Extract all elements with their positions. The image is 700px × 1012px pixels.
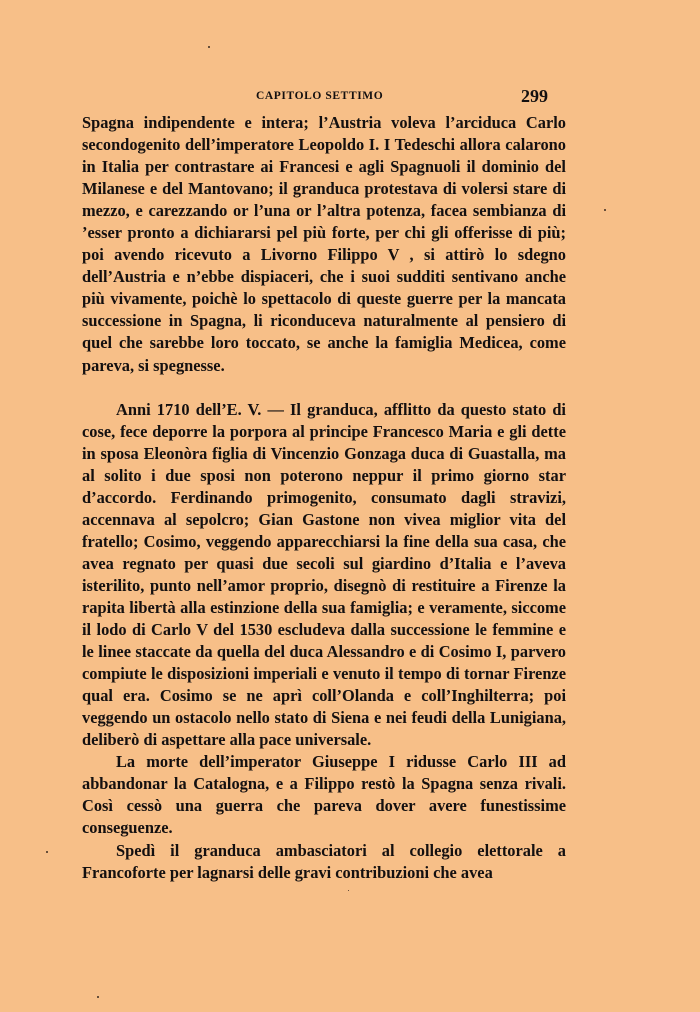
paragraph-continuation: Spagna indipendente e intera; l’Austria voleva l’arciduca Carlo secondogenito dell’imperatore Leopoldo I. I Tedeschi allora calarono in Italia per contrastare ai Francesi e agli Spagnuoli il dominio del Milanese e del Mantovano; il granduca protestava di volersi stare di mezzo, e carezzando or l’una or l’altra potenza, facea sembianza di ’esser pronto a dichiararsi pel più forte, per chi gli offerisse di più; poi avendo ricevuto a Livorno Filippo V , si attirò lo sdegno dell’Austria e n’ebbe dispiaceri, che i suoi sudditi sentivano anche più vivamente, poichè lo spettacolo di queste guerre per la mancata successione in Spagna, li riconduceva naturalmente al pensiero di quel che sarebbe loro toccato, se anche la famiglia Medicea, come pareva, si spegnesse. <box>82 113 566 375</box>
paper-speck <box>46 851 48 853</box>
page-header <box>82 86 548 110</box>
paragraph-ambasciatori: Spedì il granduca ambasciatori al collegio elettorale a Francoforte per lagnarsi delle gravi contribuzioni che avea <box>82 840 566 882</box>
paper-speck <box>208 46 210 48</box>
paper-speck <box>604 209 606 211</box>
paragraph-morte-imperatore: La morte dell’imperator Giuseppe I ridusse Carlo III ad abbandonar la Catalogna, e a Filippo restò la Spagna senza rivali. Così cessò una guerra che pareva dover avere funestissime conseguenze. <box>82 752 566 838</box>
page-number: 299 <box>521 86 548 106</box>
running-head: CAPITOLO SETTIMO <box>256 90 384 102</box>
paper-speck <box>348 890 349 891</box>
paragraph-anni-1710: Anni 1710 dell’E. V. — Il granduca, afflitto da questo stato di cose, fece deporre la porpora al principe Francesco Maria e gli dette in sposa Eleonòra figlia di Vincenzio Gonzaga duca di Guastalla, ma al solito i due sposi non poterono neppur il primo giorno star d’accordo. Ferdinando primogenito, consumato dagli stravizi, accennava al sepolcro; Gian Gastone non vivea miglior vita del fratello; Cosimo, veggendo apparecchiarsi la fine della sua casa, che avea regnato per quasi due secoli sul giardino d’Italia e l’aveva isterilito, punto nell’amor proprio, disegnò di restituire a Firenze la rapita libertà alla estinzione della sua famiglia; e veramente, siccome il lodo di Carlo V del 1530 escludeva dalla successione le femmine e le linee staccate da quella del duca Alessandro e di Cosimo I, parvero compiute le disposizioni imperiali e venuto il tempo di tornar Firenze qual era. Cosimo se ne aprì coll’Olanda e coll’Inghilterra; poi veggendo un ostacolo nello stato di Siena e nei feudi della Lunigiana, deliberò di aspettare alla pace universale. <box>82 399 566 750</box>
body-text <box>82 112 566 884</box>
paper-speck <box>97 996 99 998</box>
